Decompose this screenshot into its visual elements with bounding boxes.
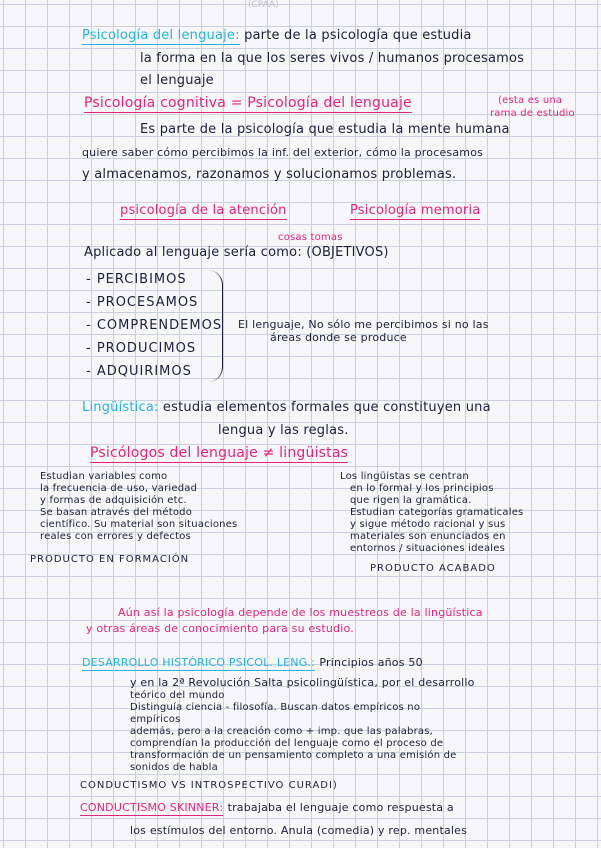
bracket-note-1: El lenguaje, No sólo me percibimos si no las bbox=[238, 318, 489, 331]
left-product: PRODUCTO EN FORMACIÓN bbox=[30, 554, 190, 565]
aplicado-note: cosas tomas bbox=[278, 232, 343, 243]
behaviorism-text-1: trabajaba el lenguaje como respuesta a bbox=[227, 801, 454, 814]
behaviorism-vs: CONDUCTISMO VS INTROSPECTIVO CURADI) bbox=[80, 780, 338, 791]
behaviorism-line-1 bbox=[80, 800, 454, 816]
history-term: DESARROLLO HISTÓRICO PSICOL. LENG.: bbox=[82, 656, 316, 669]
objective-item-5: - ADQUIRIMOS bbox=[86, 364, 192, 379]
cognitive-term: Psicología cognitiva = Psicología del lenguaje bbox=[84, 95, 412, 111]
definition-term: Psicología del lenguaje: bbox=[82, 28, 240, 43]
left-col-line-4: Se basan através del método bbox=[40, 507, 193, 518]
history-text-5: empíricos bbox=[130, 714, 181, 725]
right-col-line-5: y sigue método racional y sus bbox=[350, 519, 506, 530]
behaviorism-text-2: los estímulos del entorno. Anula (comedia) y rep. mentales bbox=[130, 824, 468, 837]
left-col-line-5: científico. Su material son situaciones bbox=[40, 519, 238, 530]
right-product: PRODUCTO ACABADO bbox=[370, 563, 496, 574]
definition-text-2: la forma en la que los seres vivos / humanos procesamos bbox=[140, 51, 525, 66]
definition-line-1 bbox=[82, 28, 472, 44]
right-col-line-6: materiales son enunciados en bbox=[350, 531, 506, 542]
cognitive-note-1: (esta es una bbox=[498, 95, 563, 106]
objectives-bracket bbox=[208, 270, 223, 382]
bracket-note-2: áreas donde se produce bbox=[270, 331, 407, 344]
history-text-2: y en la 2ª Revolución Salta psicolingüística, por el desarrollo bbox=[130, 676, 475, 689]
branch-memory bbox=[350, 203, 480, 219]
cognitive-text-1: Es parte de la psicología que estudia la mente humana bbox=[140, 122, 510, 137]
history-text-8: transformación de un pensamiento completo a una emisión de bbox=[130, 750, 457, 761]
versus-heading bbox=[90, 445, 348, 461]
right-col-line-2: en lo formal y los principios bbox=[350, 483, 494, 494]
definition-text-3: el lenguaje bbox=[140, 73, 214, 88]
versus-title: Psicólogos del lenguaje ≠ lingüistas bbox=[90, 445, 349, 461]
definition-text-1: parte de la psicología que estudia bbox=[244, 28, 472, 43]
left-col-line-1: Estudian variables como bbox=[40, 471, 168, 482]
left-col-line-6: reales con errores y defectos bbox=[40, 531, 191, 542]
right-col-line-7: entornos / situaciones ideales bbox=[350, 543, 506, 554]
branch-attention bbox=[120, 203, 287, 219]
cognitive-text-2: quiere saber cómo percibimos la inf. del exterior, cómo la procesamos bbox=[82, 146, 484, 159]
linguistics-term: Lingüística: bbox=[82, 400, 159, 415]
note-line-1: Aún así la psicología depende de los muestreos de la lingüística bbox=[118, 606, 483, 619]
left-col-line-2: la frecuencia de uso, variedad bbox=[40, 483, 198, 494]
left-col-line-3: y formas de adquisición etc. bbox=[40, 495, 187, 506]
history-text-6: además, pero a la creación como + imp. que las palabras, bbox=[130, 726, 434, 737]
right-col-line-4: Estudian categorías gramaticales bbox=[350, 507, 524, 518]
history-text-3: teórico del mundo bbox=[130, 690, 225, 701]
page-top-mark: (CPAA) bbox=[248, 0, 279, 10]
note-line-2: y otras áreas de conocimiento para su estudio. bbox=[86, 622, 354, 635]
linguistics-text-2: lengua y las reglas. bbox=[218, 423, 349, 438]
objective-item-2: - PROCESAMOS bbox=[86, 295, 199, 310]
history-text-9: sonidos de habla bbox=[130, 762, 218, 773]
right-col-line-3: que rigen la gramática. bbox=[350, 495, 472, 506]
cognitive-note-2: rama de estudio bbox=[490, 108, 575, 119]
behaviorism-term: CONDUCTISMO SKINNER: bbox=[80, 801, 224, 814]
cognitive-text-3: y almacenamos, razonamos y solucionamos problemas. bbox=[82, 167, 457, 182]
history-text-4: Distinguía ciencia - filosofía. Buscan datos empíricos no bbox=[130, 702, 421, 713]
cognitive-heading bbox=[84, 95, 412, 111]
branch-memory-label: Psicología memoria bbox=[350, 203, 481, 218]
branch-attention-label: psicología de la atención bbox=[120, 203, 287, 218]
right-col-line-1: Los lingüistas se centran bbox=[340, 471, 469, 482]
objective-item-1: - PERCIBIMOS bbox=[86, 272, 187, 287]
aplicado-line: Aplicado al lenguaje sería como: (OBJETIVOS) bbox=[84, 245, 389, 260]
objective-item-4: - PRODUCIMOS bbox=[86, 341, 197, 356]
history-text-7: comprendían la producción del lenguaje como el proceso de bbox=[130, 738, 444, 749]
history-line-1 bbox=[82, 655, 423, 671]
history-text-1: Principios años 50 bbox=[319, 656, 423, 669]
linguistics-line-1 bbox=[82, 400, 491, 416]
linguistics-text-1: estudia elementos formales que constituyen una bbox=[162, 400, 491, 415]
objective-item-3: - COMPRENDEMOS bbox=[86, 318, 223, 333]
